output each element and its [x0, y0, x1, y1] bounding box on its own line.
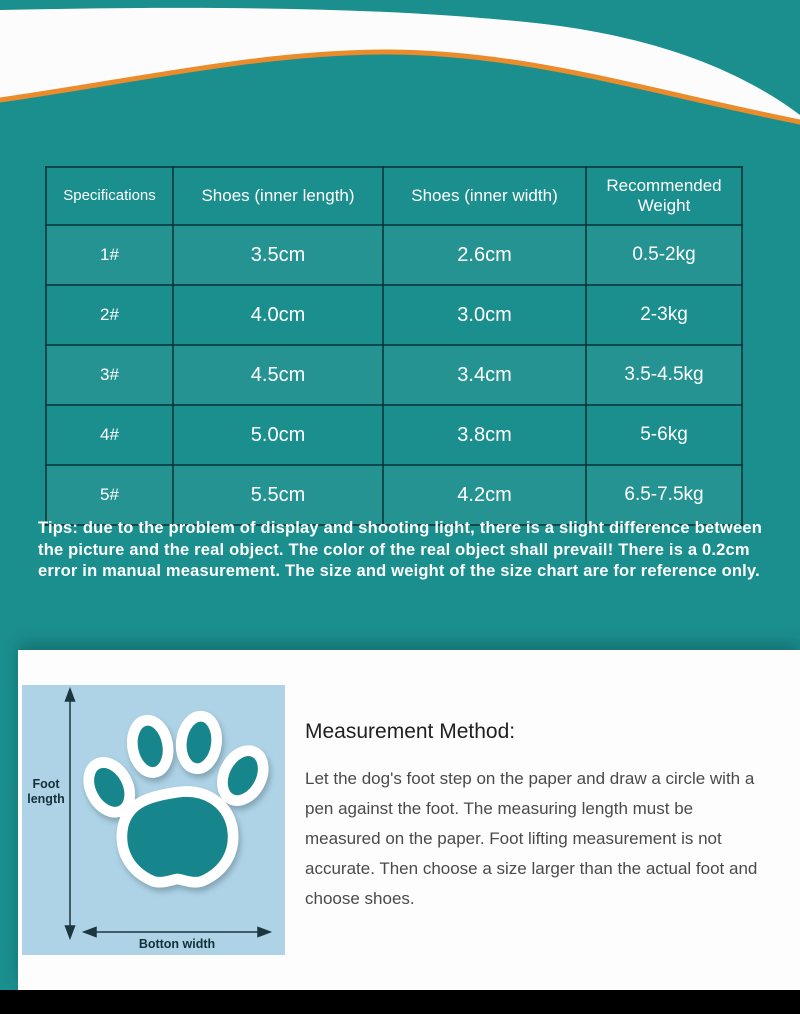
length-cell: 5.5cm: [173, 465, 383, 525]
arrow-right-icon: [258, 928, 270, 937]
table-header-row: [46, 167, 742, 225]
size-chart-table: [45, 166, 743, 526]
wave-graphic: [0, 0, 800, 160]
table-row: [46, 225, 742, 285]
spec-cell: 1#: [46, 225, 173, 285]
measurement-text-block: [305, 720, 775, 914]
weight-cell: 5-6kg: [586, 405, 742, 465]
tips-text: Tips: due to the problem of display and shooting light, there is a slight difference between the picture and the real object. The color of the real object shall prevail! There is a 0.2cm error in manual measurement. The size and weight of the size chart are for reference only.: [38, 519, 763, 580]
paw-print-icon: [80, 695, 275, 905]
measurement-method-title: Measurement Method:: [305, 720, 516, 743]
paw-diagram: [22, 685, 285, 955]
spec-cell: 3#: [46, 345, 173, 405]
width-cell: 3.8cm: [383, 405, 586, 465]
length-cell: 3.5cm: [173, 225, 383, 285]
length-cell: 4.0cm: [173, 285, 383, 345]
header-inner-width: Shoes (inner width): [383, 167, 586, 225]
length-cell: 5.0cm: [173, 405, 383, 465]
white-wave-shape: [0, 8, 800, 122]
table-row: [46, 345, 742, 405]
spec-cell: 4#: [46, 405, 173, 465]
length-cell: 4.5cm: [173, 345, 383, 405]
spec-cell: 5#: [46, 465, 173, 525]
spec-cell: 2#: [46, 285, 173, 345]
bottom-black-bar: [0, 990, 800, 1014]
header-specifications: Specifications: [46, 167, 173, 225]
width-cell: 2.6cm: [383, 225, 586, 285]
header-recommended-weight: Recommended Weight: [586, 167, 742, 225]
measurement-section: [18, 650, 800, 990]
table-row: [46, 285, 742, 345]
weight-cell: 2-3kg: [586, 285, 742, 345]
bottom-width-label: Botton width: [138, 937, 216, 951]
table-row: [46, 405, 742, 465]
arrow-down-icon: [66, 926, 75, 938]
weight-cell: 6.5-7.5kg: [586, 465, 742, 525]
width-cell: 3.0cm: [383, 285, 586, 345]
arrow-up-icon: [66, 689, 75, 701]
header-wave: [0, 0, 800, 160]
arrow-left-icon: [84, 928, 96, 937]
foot-length-label: Foot length: [27, 777, 65, 806]
table-row: [46, 465, 742, 525]
header-inner-length: Shoes (inner length): [173, 167, 383, 225]
width-cell: 4.2cm: [383, 465, 586, 525]
width-cell: 3.4cm: [383, 345, 586, 405]
measurement-method-body: Let the dog's foot step on the paper and draw a circle with a pen against the foot. The measuring length must be measured on the paper. Foot lifting measurement is not accurate. Then choose a size larger than the actual foot and choose shoes.: [305, 769, 758, 908]
weight-cell: 3.5-4.5kg: [586, 345, 742, 405]
weight-cell: 0.5-2kg: [586, 225, 742, 285]
